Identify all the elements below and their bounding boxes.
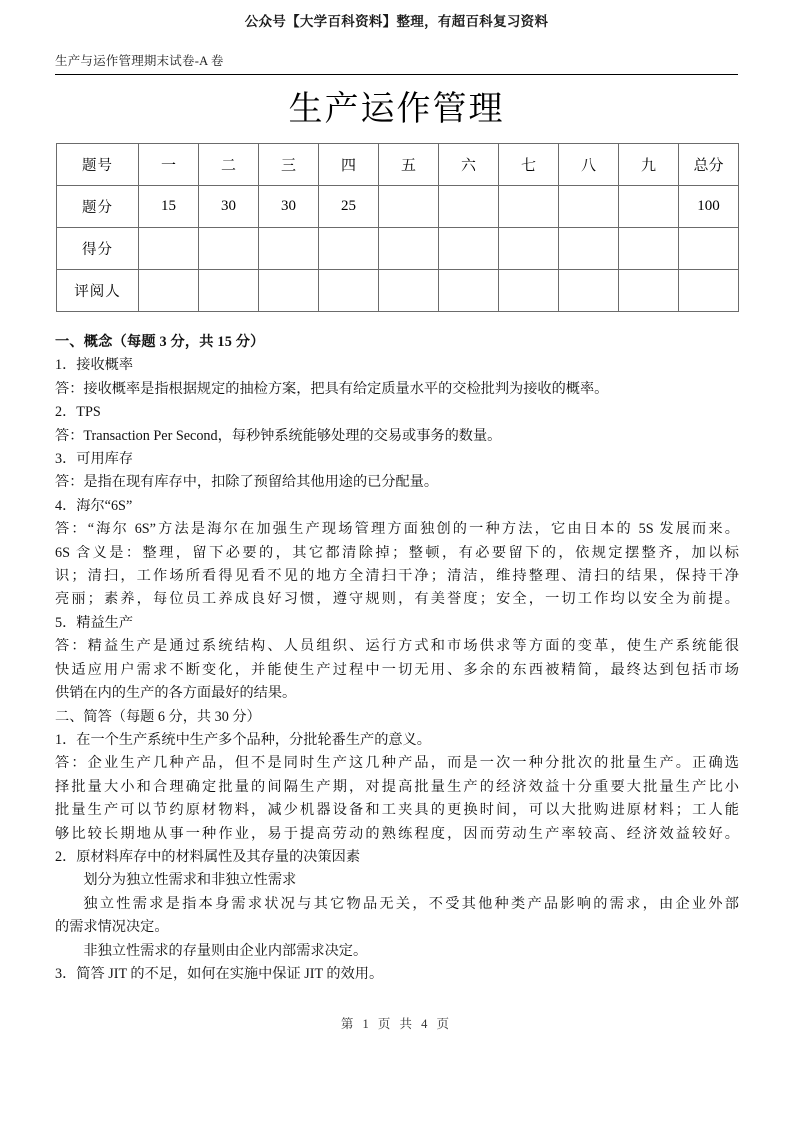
promo-banner: 公众号【大学百科资料】整理，有超百科复习资料: [244, 14, 549, 29]
body-line: 划分为独立性需求和非独立性需求: [83, 872, 297, 889]
table-cell[interactable]: 六: [439, 144, 499, 186]
table-cell[interactable]: [379, 270, 439, 312]
body-line: 二、简答（每题 6 分，共 30 分）: [55, 708, 261, 725]
body-line: 2．TPS: [55, 404, 101, 421]
table-cell[interactable]: [679, 270, 739, 312]
table-cell[interactable]: 四: [319, 144, 379, 186]
table-cell[interactable]: 100: [679, 186, 739, 228]
body-line: 供销在内的生产的各方面最好的结果。: [55, 685, 297, 702]
body-line: 非独立性需求的存量则由企业内部需求决定。: [83, 942, 368, 959]
table-cell[interactable]: [259, 228, 319, 270]
body-line: 2．原材料库存中的材料属性及其存量的决策因素: [55, 848, 361, 865]
table-cell[interactable]: [139, 228, 199, 270]
table-cell[interactable]: 二: [199, 144, 259, 186]
page-title: 生产运作管理: [288, 89, 505, 129]
body-line: 3．简答 JIT 的不足，如何在实施中保证 JIT 的效用。: [55, 965, 384, 982]
body-line: 1．在一个生产系统中生产多个品种，分批轮番生产的意义。: [55, 731, 431, 748]
table-cell[interactable]: [379, 186, 439, 228]
table-cell[interactable]: [559, 270, 619, 312]
table-cell[interactable]: [559, 186, 619, 228]
exam-body-text: [55, 331, 739, 986]
table-cell[interactable]: 九: [619, 144, 679, 186]
body-line: 答：是指在现有库存中，扣除了预留给其他用途的已分配量。: [55, 474, 439, 491]
header-divider: [55, 74, 738, 75]
running-header: 生产与运作管理期末试卷-A 卷: [55, 54, 224, 68]
body-line: 快适应用户需求不断变化，并能使生产过程中一切无用、多余的东西被精简，最终达到包括市场: [55, 661, 739, 678]
table-row: [57, 270, 739, 312]
table-cell[interactable]: 七: [499, 144, 559, 186]
body-line: 答：企业生产几种产品，但不是同时生产这几种产品，而是一次一种分批次的批量生产。正确选: [55, 755, 739, 772]
score-table-container: [56, 143, 738, 312]
table-cell[interactable]: 总分: [679, 144, 739, 186]
body-line: 答：精益生产是通过系统结构、人员组织、运行方式和市场供求等方面的变革，使生产系统能很: [55, 638, 739, 655]
table-cell[interactable]: [199, 270, 259, 312]
table-cell[interactable]: [439, 186, 499, 228]
table-cell[interactable]: [499, 186, 559, 228]
table-cell[interactable]: [619, 270, 679, 312]
body-line: 的需求情况决定。: [55, 919, 169, 936]
table-cell[interactable]: 一: [139, 144, 199, 186]
table-row-header: 题号: [57, 144, 139, 186]
table-row-header: 评阅人: [57, 270, 139, 312]
table-cell[interactable]: 三: [259, 144, 319, 186]
body-line: 6S 含义是：整理，留下必要的，其它都清除掉；整顿，有必要留下的，依规定摆整齐，加以标: [55, 544, 739, 561]
table-cell[interactable]: 五: [379, 144, 439, 186]
body-line: 择批量大小和合理确定批量的间隔生产期，对提高批量生产的经济效益十分重要大批量生产比小: [55, 778, 739, 795]
table-cell[interactable]: [259, 270, 319, 312]
body-line: 一、概念（每题 3 分，共 15 分）: [55, 334, 265, 350]
table-cell[interactable]: [199, 228, 259, 270]
table-cell[interactable]: 八: [559, 144, 619, 186]
score-table: [56, 143, 739, 312]
page-footer: 第 1 页 共 4 页: [340, 1017, 453, 1031]
body-line: 答：接收概率是指根据规定的抽检方案，把具有给定质量水平的交检批判为接收的概率。: [55, 380, 609, 397]
table-cell[interactable]: 30: [199, 186, 259, 228]
body-line: 4．海尔“6S”: [55, 497, 133, 514]
table-row: [57, 186, 739, 228]
score-table-body: [57, 144, 739, 312]
body-line: 独立性需求是指本身需求状况与其它物品无关，不受其他种类产品影响的需求，由企业外部: [83, 895, 739, 912]
table-cell[interactable]: 15: [139, 186, 199, 228]
table-cell[interactable]: [619, 186, 679, 228]
table-cell[interactable]: [139, 270, 199, 312]
table-cell[interactable]: [619, 228, 679, 270]
table-cell[interactable]: 30: [259, 186, 319, 228]
table-row: [57, 228, 739, 270]
table-row: [57, 144, 739, 186]
table-cell[interactable]: [499, 270, 559, 312]
body-line: 批量生产可以节约原材物料，减少机器设备和工夹具的更换时间，可以大批购进原材料；工人能: [55, 802, 739, 819]
table-cell[interactable]: [319, 228, 379, 270]
table-cell[interactable]: [439, 270, 499, 312]
table-cell[interactable]: [319, 270, 379, 312]
table-cell[interactable]: [499, 228, 559, 270]
table-row-header: 题分: [57, 186, 139, 228]
body-line: 1．接收概率: [55, 357, 134, 374]
body-line: 识；清扫，工作场所看得见看不见的地方全清扫干净；清洁，维持整理、清扫的结果，保持干净: [55, 568, 739, 585]
body-line: 5．精益生产: [55, 614, 134, 631]
body-line: 够比较长期地从事一种作业，易于提高劳动的熟练程度，因而劳动生产率较高、经济效益较好。: [55, 825, 739, 842]
body-line: 答：“海尔 6S”方法是海尔在加强生产现场管理方面独创的一种方法，它由日本的 5S 发展而来。: [55, 521, 739, 538]
table-cell[interactable]: [679, 228, 739, 270]
table-cell[interactable]: [379, 228, 439, 270]
body-line: 3．可用库存: [55, 451, 134, 468]
table-cell[interactable]: [559, 228, 619, 270]
body-line: 答：Transaction Per Second，每秒钟系统能够处理的交易或事务的数量。: [55, 427, 502, 444]
table-row-header: 得分: [57, 228, 139, 270]
table-cell[interactable]: [439, 228, 499, 270]
body-line: 亮丽；素养，每位员工养成良好习惯，遵守规则，有美誉度；安全，一切工作均以安全为前提。: [55, 591, 739, 608]
table-cell[interactable]: 25: [319, 186, 379, 228]
